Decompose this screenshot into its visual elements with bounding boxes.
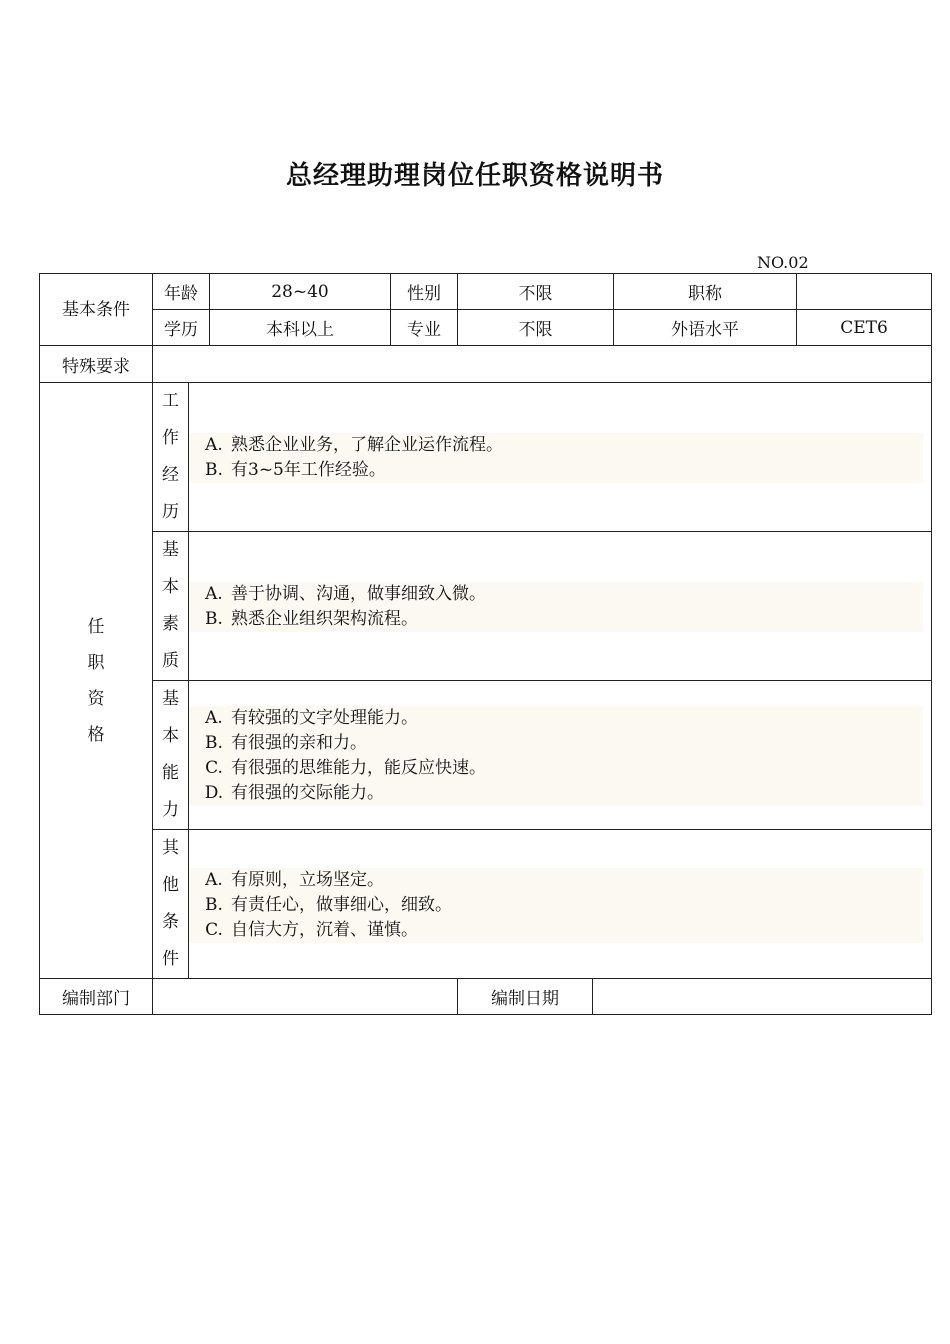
requirement-item	[189, 893, 923, 918]
section-label-cell	[153, 681, 189, 830]
item-text: 熟悉企业组织架构流程。	[231, 609, 418, 629]
requirement-item	[189, 918, 923, 943]
item-letter: A.	[205, 435, 223, 455]
item-text: 有较强的文字处理能力。	[231, 708, 418, 728]
section-label: 工作经历	[162, 391, 179, 522]
item-letter: A.	[205, 708, 223, 728]
section-content	[189, 830, 932, 979]
section-label-cell	[153, 532, 189, 681]
item-letter: A.	[205, 869, 223, 890]
requirement-list	[189, 433, 923, 483]
item-letter: D.	[204, 783, 224, 803]
section-label: 其他条件	[162, 838, 179, 969]
major-value: 不限	[458, 310, 614, 346]
qualification-row-work-experience	[40, 383, 932, 532]
item-letter: C.	[205, 758, 223, 778]
item-text: 自信大方，沉着、谨慎。	[231, 919, 418, 940]
prepared-dept-value	[153, 979, 458, 1015]
requirement-item	[189, 458, 923, 483]
item-text: 有很强的交际能力。	[231, 783, 384, 803]
basic-row-2	[40, 310, 932, 346]
item-letter: B.	[205, 894, 223, 915]
basic-conditions-label-cell	[40, 274, 153, 346]
document-number: NO.02	[757, 253, 809, 272]
item-letter: A.	[205, 584, 223, 604]
requirement-list	[189, 868, 923, 943]
requirement-item	[189, 706, 923, 731]
item-letter: C.	[205, 919, 223, 940]
item-letter: B.	[205, 460, 223, 480]
requirement-item	[189, 582, 923, 607]
gender-value: 不限	[458, 274, 614, 310]
item-letter: B.	[205, 609, 223, 629]
item-text: 有原则，立场坚定。	[231, 869, 384, 890]
requirement-item	[189, 868, 923, 893]
footer-row	[40, 979, 932, 1015]
education-value: 本科以上	[210, 310, 391, 346]
qualification-row-basic-ability	[40, 681, 932, 830]
prepared-date-label: 编制日期	[458, 979, 593, 1015]
item-text: 熟悉企业业务，了解企业运作流程。	[231, 435, 503, 455]
qualifications-label: 任职资格	[87, 616, 105, 745]
major-label: 专业	[391, 310, 458, 346]
document-title: 总经理助理岗位任职资格说明书	[285, 161, 664, 191]
special-requirements-value	[153, 346, 932, 383]
language-value: CET6	[797, 310, 932, 346]
requirement-item	[189, 731, 923, 756]
requirement-list	[189, 706, 923, 806]
education-label: 学历	[153, 310, 210, 346]
item-text: 有很强的亲和力。	[231, 733, 367, 753]
language-label: 外语水平	[614, 310, 797, 346]
requirement-item	[189, 433, 923, 458]
jobtitle-value	[797, 274, 932, 310]
qualifications-label-cell	[40, 383, 153, 979]
requirement-item	[189, 781, 923, 806]
age-value: 28~40	[210, 274, 391, 310]
section-content	[189, 383, 932, 532]
item-text: 有3~5年工作经验。	[231, 460, 386, 480]
requirement-item	[189, 607, 923, 632]
basic-row-1	[40, 274, 932, 310]
qualification-form-table	[39, 273, 932, 1015]
prepared-date-value	[593, 979, 932, 1015]
gender-label: 性别	[391, 274, 458, 310]
special-requirements-row	[40, 346, 932, 383]
requirement-item	[189, 756, 923, 781]
section-label-cell	[153, 830, 189, 979]
section-label: 基本素质	[162, 540, 179, 671]
item-text: 有很强的思维能力，能反应快速。	[231, 758, 486, 778]
qualification-row-other-conditions	[40, 830, 932, 979]
age-label: 年龄	[153, 274, 210, 310]
item-letter: B.	[205, 733, 223, 753]
section-content	[189, 681, 932, 830]
requirement-list	[189, 582, 923, 632]
qualification-row-basic-quality	[40, 532, 932, 681]
item-text: 有责任心，做事细心，细致。	[231, 894, 452, 915]
section-label: 基本能力	[162, 689, 179, 820]
item-text: 善于协调、沟通，做事细致入微。	[231, 584, 486, 604]
section-content	[189, 532, 932, 681]
special-requirements-label: 特殊要求	[40, 346, 153, 383]
basic-conditions-label: 基本条件	[62, 299, 130, 320]
prepared-dept-label: 编制部门	[40, 979, 153, 1015]
jobtitle-label: 职称	[614, 274, 797, 310]
section-label-cell	[153, 383, 189, 532]
